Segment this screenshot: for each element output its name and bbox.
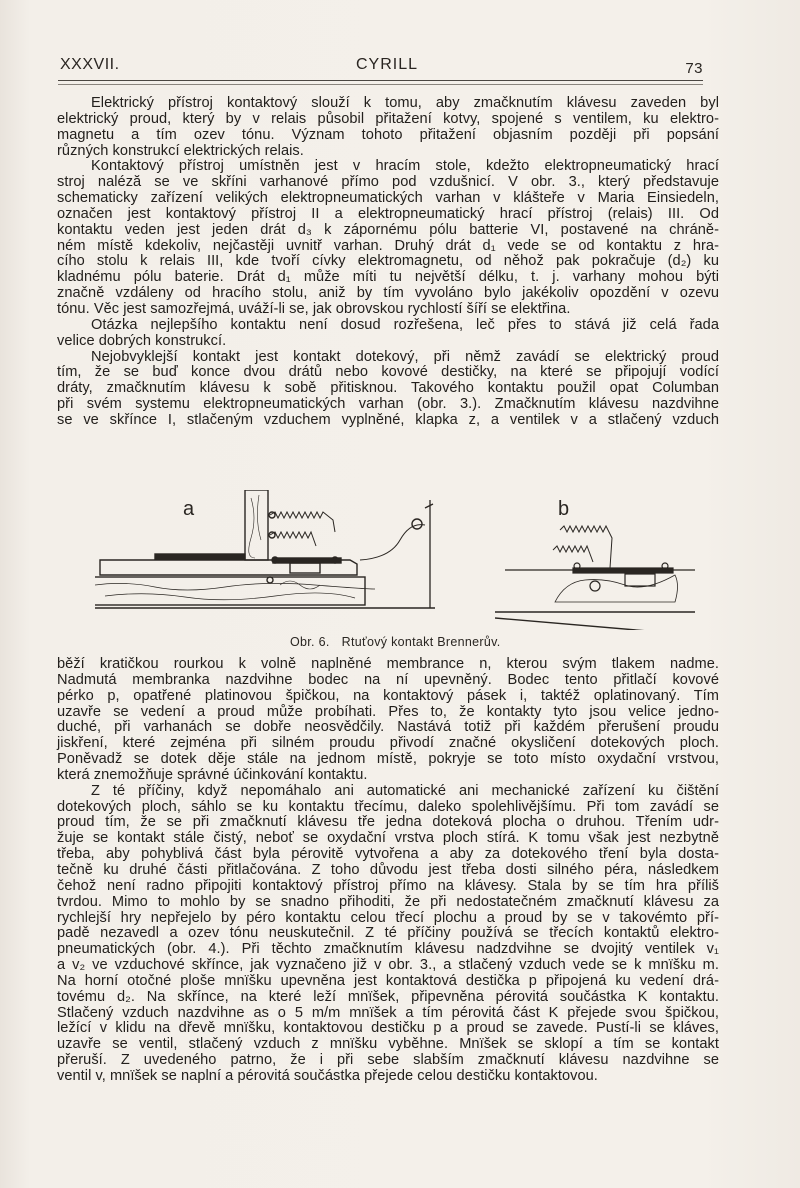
text-line: proud tím, že se při zmačknutí klávesu tře jedna doteková plocha o druhou. Třením udr- [57,814,719,831]
text-line: se ve skřínce I, stlačeným vzduchem vyplněné, klapka z, a ventilek v a stlačený vzduch [57,411,719,428]
caption-number: Obr. 6. [290,635,330,649]
text-line: Elektrický přístroj kontaktový slouží k tomu, aby zmačknutím klávesu zaveden byl [91,95,719,111]
text-line: tečně ku druhé části přitlačována. Z toho důvodu jest třeba dosti silného péra, následkem [57,861,719,878]
text-line: tvrdou. Mimo to mohlo by se snadno přihoditi, že při nedostatečném zmačknutí klávesu za [57,893,719,910]
figure-caption [290,635,512,649]
chapter-number: XXXVII. [60,56,120,73]
text-line: pérko p, opatřené platinovou špičkou, na kontaktový pásek i, taktéž oplatinovaný. Tím [57,687,719,704]
text-line: Na horní otočné ploše mnïšku upevněna jest kontaktová destička p připojená ku vedení drá- [57,972,719,989]
text-line: a v₂ ve vzduchové skřínce, jak vyznačeno již v obr. 3., a stlačený vzduch vede se k mnïšku m. [57,957,719,974]
text-line: padě nezavedl a ozev tónu neuskutečnil. Z té příčiny používá se třecích kontaktů elektro- [57,925,719,942]
running-title: CYRILL [356,56,419,73]
text-line: stroj naléză se ve skříni varhanové přímo pod vzdušnicí. V obr. 3., který představuje [57,174,719,191]
text-line: cího stolu k relais III, kde tvoří cívky elektromagnetu, od něhož pak pokračuje (d₂) ku [57,253,719,270]
figure-label-b: b [558,498,570,520]
text-line: kladnému pólu baterie. Drát d₁ může míti tu největší délku, t. j. varhany mohou býti [57,269,719,286]
contact-plate [273,558,341,563]
text-line: přeruší. Z uvedeného patrno, že i při sebe slabším zmačknutí klávesu nazdvihne se [57,1052,719,1069]
text-line: uzavře se ventil, stlačený vzduch z mnïšku vyběhne. Mnïšek se sklopí a tím se kontakt [57,1036,719,1053]
figure-b-drawing [495,510,695,630]
text-line: při svém systemu elektropneumatických varhan (obr. 3.). Zmačknutím klávesu nazdvihne [57,396,719,413]
text-line: ležící v klidu na dřevě mnïšku, kontaktovou destičku p a proud se zavede. Pustí-li se kláves, [57,1020,719,1037]
text-line: Stlačený vzduch nazdvihne as o 5 m/m mnïšek a tím pérovitá část K přejede svou špičkou, [57,1004,719,1021]
figure-label-a: a [183,498,195,520]
text-line: magnetu a tím ozev tónu. Význam tohoto přitažení objasním později při popsání [57,126,719,143]
text-line: Otázka nejlepšího kontaktu není dosud rozřešena, leč přes to stává již celá řada [91,316,719,333]
spring-upper [270,512,335,532]
text-line: třeba, aby pohyblivá část byla pérovitě vytvořena a aby za dotekového tření byla dosta- [57,846,719,863]
text-line: tím, že se buď konce dvou drátů nebo kovové destičky, na které se připojují vodící [57,364,719,381]
text-line: Z té příčiny, když nepomáhalo ani automatické ani mechanické zařízení ku čištění [91,782,719,799]
text-line: značně vzdáleny od hracího stolu, aniž by tím vyvoláno bylo jakékoliv opozdění v ozevu [57,285,719,302]
wood-post [245,490,268,560]
running-header [60,56,703,78]
text-line: tovému d₂. Na skřínce, na které leží mnïšek, připevněna pérovitá součástka K kontaktu. [57,988,719,1005]
text-line: uzavře se vedení a proud může probíhati. Přes to, že kontakty tyto jsou velice jedno- [57,703,719,720]
text-line: označen jest kontaktový přístroj II a elektropneumatický hrací přístroj (relais) III. Od [57,205,719,222]
text-line: pneumatických (obr. 4.). Při těchto zmačknutím klávesu nadzdvihne se dvojitý ventilek v₁ [57,941,719,958]
base-board [95,577,365,605]
caption-title: Rtuťový kontakt Brennerův. [341,635,501,649]
text-line: elektrický proud, který by v relais působil přitažení kotvy, spojené s ventilem, ku elektro- [57,110,719,127]
text-block-lower [57,657,719,1085]
text-line: dotekových ploch, sáhlo se ku kontaktu třecímu, daleko spolehlivějšímu. Při tom zavádí se [57,798,719,815]
key-cover [155,554,245,559]
spring-lower [270,532,316,546]
text-line: různých konstrukcí elektrických relais. [57,142,304,159]
text-line: běží kratičkou rourkou k volně naplněné membrance n, kterou svým tlakem nadme. [57,656,719,672]
figure-a-drawing [95,490,525,640]
text-line: Nejobvyklejší kontakt jest kontakt dotekový, při němž zavádí se elektrický proud [91,348,719,365]
text-block-upper [57,96,719,429]
text-line: schematicky zařízení velikých elektropneumatických varhan v klášteře v Maria Einsiedeln, [57,190,719,207]
text-line: tónu. Věc jest samozřejmá, uváží-li se, jak obrovskou rychlostí šíří se elektřina. [57,300,571,317]
text-line: dráty, zmačknutím klávesu k sobě přitisknou. Takového kontaktu použil opat Columban [57,380,719,397]
text-line: Poněvadž se dotek děje stále na jednom místě, pokryje se toto místo oxydační vrstvou, [57,751,719,768]
text-line: Nadmutá membranka nazdvihne bodec na ní upevněný. Bodec tento přitlačí kovové [57,671,719,688]
text-line: ventil v, mnïšek se naplní a pérovitá součástka přejede celou destičku kontaktovou. [57,1067,598,1084]
page-number: 73 [685,60,703,77]
text-line: která znemožňuje správné účinkování kontaktu. [57,766,368,783]
figure-6 [95,490,735,640]
text-line: velice dobrých konstrukcí. [57,332,227,349]
text-line: Kontaktový přístroj umístněn jest v hracím stole, kdežto elektropneumatický hrací [91,158,719,175]
text-line: ném místě kdekoliv, nejčastěji uvnitř varhan. Druhý drát d₁ vede se od kontaktu z hra- [57,237,719,254]
text-line: kontaktu veden jest jeden drát d₃ k zápornému pólu batterie VI, postavené na chráně- [57,221,719,238]
text-line: jiskření, které zejména při silném proudu přivodí značné okysličení dotekových ploch. [57,735,719,752]
header-rule [58,80,703,85]
text-line: čehož není radno připojiti kontaktový přístroj přímo na klávesy. Stala by se tím hra příliš [57,877,719,894]
text-line: žuje se kontakt stále čistý, neboť se oxydační vrstva ploch stírá. K tomu však jest nezbytně [57,830,719,847]
text-line: duché, při varhanách se dobře neosvědčily. Nastává totiž při každém přerušení proudu [57,719,719,736]
text-line: rychlejší hry nepřejelo by péro kontaktu celou třecí plochu a proud by se v takovémto pří- [57,909,719,926]
